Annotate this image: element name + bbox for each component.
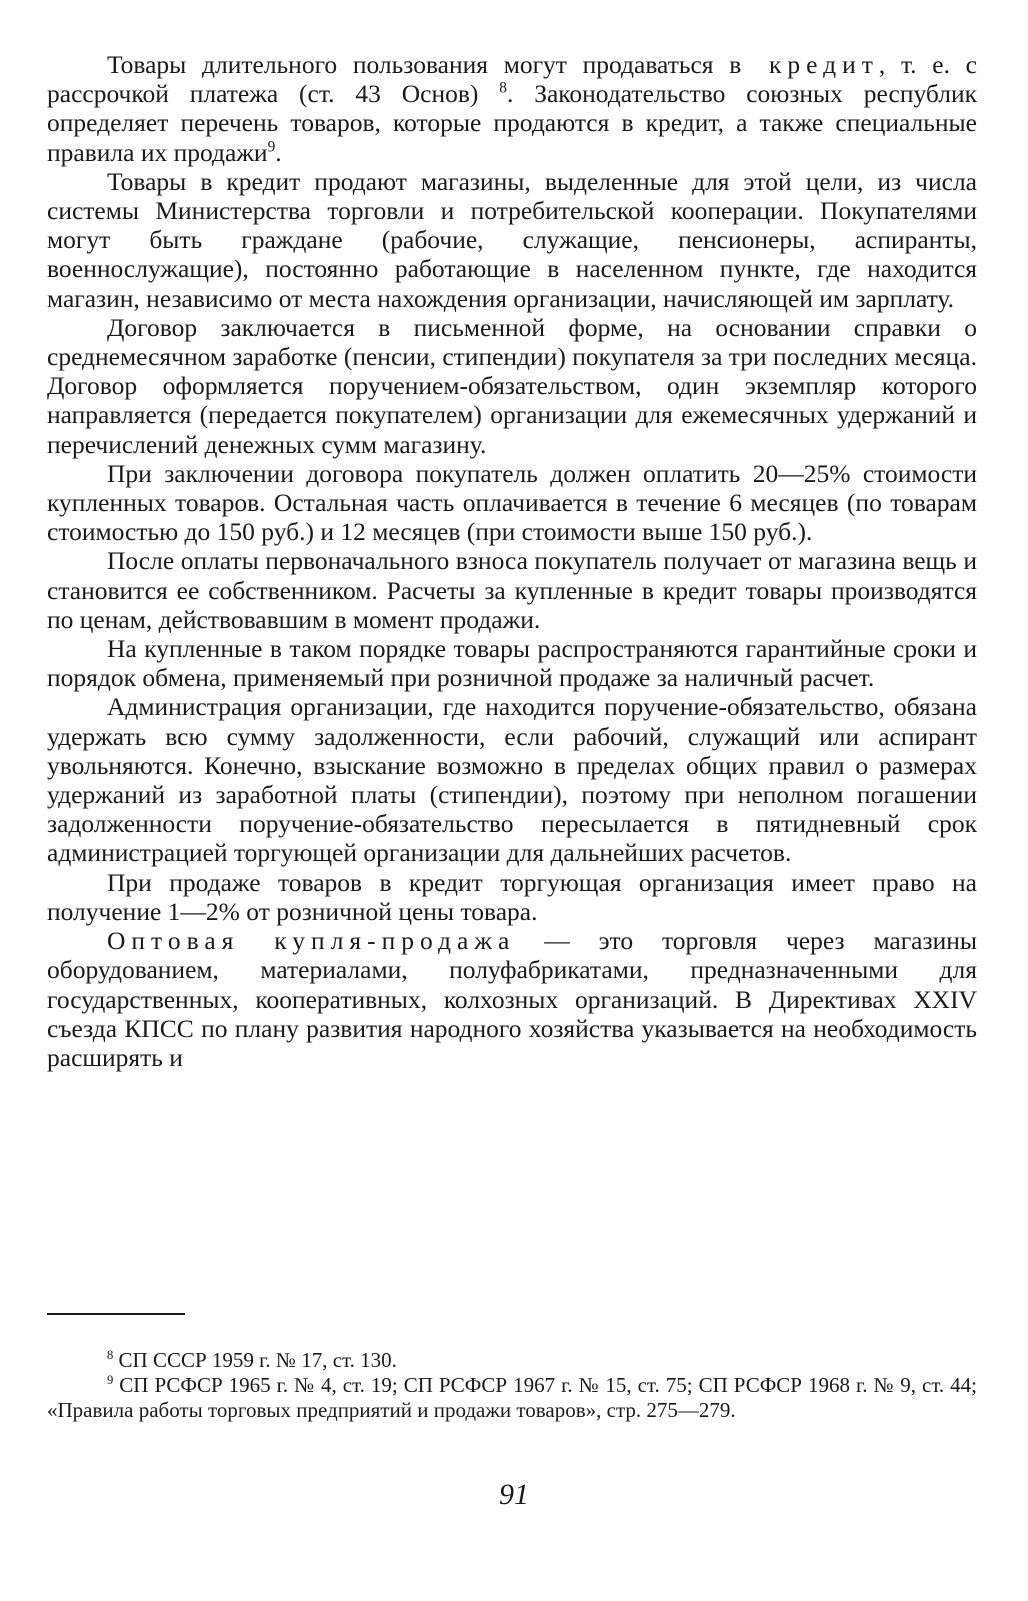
spaced-term: в кредит <box>729 50 879 79</box>
footnote-8 <box>47 1348 977 1373</box>
footnote-divider <box>47 1313 185 1315</box>
paragraph-contract: Договор заключается в письменной форме, на основании справки о среднемесячном заработке (пенсии, стипендии) покупателя за три последних месяца. Договор оформляется поручением-обязательством, один экземпляр которого направляется (передается покупателем) организации для ежемесячных удержаний и перечислений денежных сумм магазину. <box>47 312 977 459</box>
footnote-mark: 8 <box>107 1348 114 1362</box>
paragraph-stores: Товары в кредит продают магазины, выделенные для этой цели, из числа системы Министерства торговли и потребительской кооперации. Покупателями могут быть граждане (рабочие, служащие, пенсионеры, аспиранты, военнослужащие), постоянно работающие в населенном пункте, где находится магазин, независимо от места нахождения организации, начисляющей им зарплату. <box>47 166 977 313</box>
paragraph-commission: При продаже товаров в кредит торгующая организация имеет право на получение 1—2% от розничной цены товара. <box>47 867 977 926</box>
footnote-text: СП РСФСР 1965 г. № 4, ст. 19; СП РСФСР 1967 г. № 15, ст. 75; СП РСФСР 1968 г. № 9, ст. 44; «Правила работы торговых предприятий и продажи товаров», стр. 275—279. <box>47 1373 977 1422</box>
paragraph-text: — это торговля через магазины оборудованием, материалами, полуфабрикатами, предназначенными для государственных, кооперативных, колхозных организаций. В Директивах XXIV съезда КПСС по плану развития народного хозяйства указывается на необходимость расширять и <box>47 926 977 1072</box>
footnote-ref: 9 <box>267 138 276 156</box>
spaced-term: Оптовая купля-продажа <box>107 926 516 956</box>
footnote-ref: 8 <box>499 79 507 97</box>
footnote-mark: 9 <box>107 1373 114 1387</box>
paragraph-text: . Законодательство союзных республик определяет перечень товаров, которые продаются в кредит, а также специальные правила их продажи <box>47 79 977 167</box>
page-body <box>47 50 977 1072</box>
paragraph-administration: Администрация организации, где находится поручение-обязательство, обязана удержать всю сумму задолженности, если рабочий, служащий или аспирант увольняются. Конечно, взыскание возможно в пределах общих правил о размерах удержаний из заработной платы (стипендии), поэтому при неполном погашении задолженности поручение-обязательство пересылается в пятидневный срок администрацией торгующей организации для дальнейших расчетов. <box>47 692 977 868</box>
paragraph-text: , т. е. с рассрочкой платежа (ст. 43 Основ) <box>47 50 977 109</box>
paragraph-text: Товары длительного пользования могут продаваться <box>107 50 730 79</box>
footnotes <box>47 1348 977 1423</box>
paragraph-ownership: После оплаты первоначального взноса покупатель получает от магазина вещь и становится ее собственником. Расчеты за купленные в кредит товары производятся по ценам, действовавшим в момент продажи. <box>47 546 977 634</box>
paragraph-text: . <box>275 137 282 167</box>
paragraph-credit-sales <box>47 50 977 167</box>
paragraph-payment: При заключении договора покупатель должен оплатить 20—25% стоимости купленных товаров. Остальная часть оплачивается в течение 6 месяцев (по товарам стоимостью до 150 руб.) и 12 месяцев (при стоимости выше 150 руб.). <box>47 458 977 547</box>
paragraph-warranty: На купленные в таком порядке товары распространяются гарантийные сроки и порядок обмена, применяемый при розничной продаже за наличный расчет. <box>47 634 977 693</box>
paragraph-wholesale <box>47 926 977 1072</box>
page-number: 91 <box>499 1478 529 1511</box>
footnote-9 <box>47 1373 977 1423</box>
footnote-text: СП СССР 1959 г. № 17, ст. 130. <box>113 1348 397 1372</box>
